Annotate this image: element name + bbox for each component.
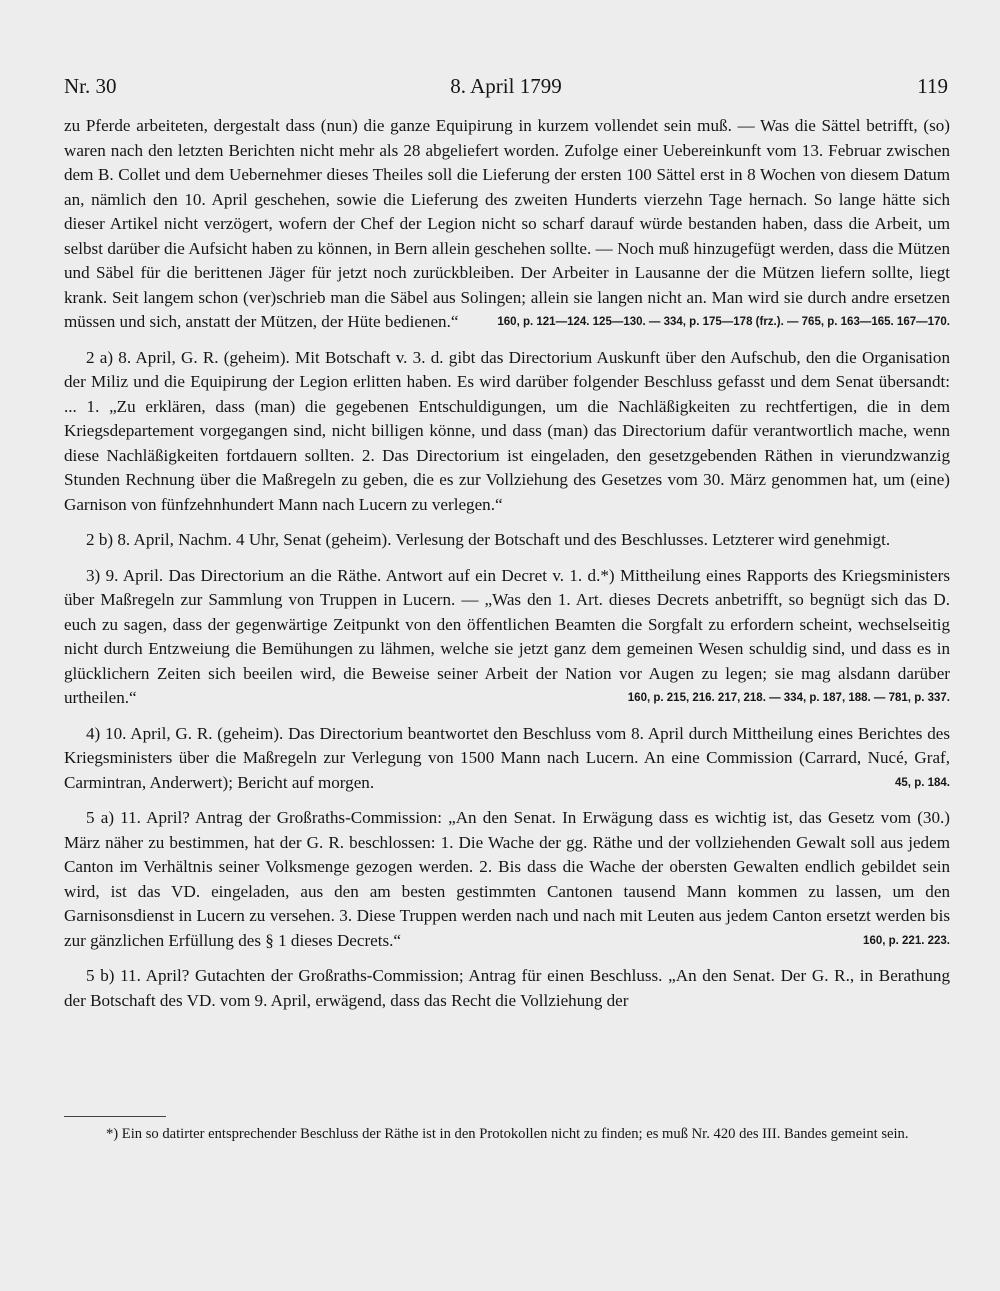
- paragraph-3: [64, 564, 950, 711]
- paragraph-text: 2 b) 8. April, Nachm. 4 Uhr, Senat (geheim). Verlesung der Botschaft und des Beschlusses. Letzterer wird genehmigt.: [86, 530, 891, 549]
- source-reference: 160, p. 215, 216. 217, 218. — 334, p. 187, 188. — 781, p. 337.: [627, 692, 950, 704]
- paragraph-text: zu Pferde arbeiteten, dergestalt dass (nun) die ganze Equipirung in kurzem vollendet sein muß. — Was die Sättel betrifft, (so) waren nach den letzten Berichten nicht mehr als 28 abgeliefert worden. Zufolge einer Uebereinkunft vom 13. Februar zwischen dem B. Collet und dem Uebernehmer dieses Theiles soll die Lieferung der ersten 100 Sättel erst in 8 Wochen von diesem Datum an, nämlich den 10. April geschehen, sowie die Lieferung des zweiten Hunderts vierzehn Tage hernach. So lange hätte sich dieser Artikel nicht verzögert, wofern der Chef der Legion nicht so scharf darauf würde bestanden haben, dass die Arbeit, um selbst darüber die Aufsicht haben zu können, in Bern allein geschehen sollte. — Noch muß hinzugefügt werden, dass die Mützen und Säbel für die berittenen Jäger für jetzt noch zurückbleiben. Der Arbeiter in Lausanne der die Mützen liefern sollte, liegt krank. Seit langem schon (ver)schrieb man die Säbel aus Solingen; allein sie langen nicht an. Man wird sie durch andre ersetzen müssen und sich, anstatt der Mützen, der Hüte bedienen.“: [64, 116, 950, 331]
- paragraph-text: 5 a) 11. April? Antrag der Großraths-Commission: „An den Senat. In Erwägung dass es wichtig ist, das Gesetz vom (30.) März näher zu bestimmen, hat der G. R. beschlossen: 1. Die Wache der gg. Räthe und der vollziehenden Gewalt soll aus jedem Canton im Verhältnis seiner Volksmenge gezogen werden. 2. Bis dass die Wache der obersten Gewalten endlich gebildet sein wird, ist das VD. eingeladen, aus den am besten gestimmten Cantonen tausend Mann kommen zu lassen, um den Garnisonsdienst in Lucern zu versehen. 3. Diese Truppen werden nach und nach mit Leuten aus jedem Canton ersetzt werden bis zur gänzlichen Erfüllung des § 1 dieses Decrets.“: [64, 808, 950, 950]
- paragraph-5b: [64, 964, 950, 1013]
- source-reference: 160, p. 121—124. 125—130. — 334, p. 175—178 (frz.). — 765, p. 163—165. 167—170.: [497, 316, 950, 328]
- header-date: 8. April 1799: [450, 74, 562, 98]
- source-reference: 45, p. 184.: [895, 776, 950, 789]
- paragraph-4: [64, 722, 950, 796]
- footnote-text: *) Ein so datirter entsprechender Beschluss der Räthe ist in den Protokollen nicht zu finden; es muß Nr. 420 des III. Bandes gemeint sein.: [106, 1126, 909, 1142]
- page-number: 119: [917, 74, 948, 98]
- paragraph-text: 3) 9. April. Das Directorium an die Räthe. Antwort auf ein Decret v. 1. d.*) Mittheilung eines Rapports des Kriegsministers über Maßregeln zur Sammlung von Truppen in Lucern. — „Was den 1. Art. dieses Decrets anbetrifft, so begnügt sich das D. euch zu sagen, dass der gegenwärtige Zeitpunkt von den öffentlichen Beamten die Sorgfalt zu erfordern scheint, wechselseitig nicht durch Entzweiung die Bemühungen zu lähmen, welche sie jetzt ganz dem gemeinen Wesen schuldig sind, und dass es in glücklichern Zeiten sich beeilen wird, die Beweise seiner Arbeit der Nation vor Augen zu legen; sie mag alsdann darüber urtheilen.“: [64, 565, 950, 707]
- footnote-divider: [64, 1116, 166, 1117]
- document-number: Nr. 30: [64, 74, 117, 98]
- footnote: [64, 1124, 950, 1145]
- page-header: [64, 74, 948, 102]
- paragraph-2b: [64, 528, 950, 553]
- source-reference: 160, p. 221. 223.: [863, 934, 950, 947]
- paragraph-2a: [64, 346, 950, 518]
- paragraph-text: 5 b) 11. April? Gutachten der Großraths-Commission; Antrag für einen Beschluss. „An den Senat. Der G. R., in Berathung der Botschaft des VD. vom 9. April, erwägend, dass das Recht die Vollziehung der: [64, 966, 950, 1010]
- paragraph-continuation: [64, 114, 950, 335]
- paragraph-5a: [64, 806, 950, 953]
- body-text: [64, 114, 950, 1024]
- paragraph-text: 2 a) 8. April, G. R. (geheim). Mit Botschaft v. 3. d. gibt das Directorium Auskunft über den Aufschub, den die Organisation der Miliz und die Equipirung der Legion erlitten haben. Es wird darüber folgender Beschluss gefasst und dem Senat übersandt: ... 1. „Zu erklären, dass (man) die gegebenen Entschuldigungen, um die Nachläßigkeiten zu rechtfertigen, die in dem Kriegsdepartement vorgegangen sind, nicht billigen könne, und dass (man) das Directorium dafür verantwortlich mache, wenn diese Nachläßigkeiten fortdauern sollten. 2. Das Directorium ist eingeladen, den gesetzgebenden Räthen in vierundzwanzig Stunden Rechnung über die Maßregeln zu geben, die es zur Vollziehung des Gesetzes vom 30. März genommen hat, um (eine) Garnison von fünfzehnhundert Mann nach Lucern zu verlegen.“: [64, 347, 950, 514]
- paragraph-text: 4) 10. April, G. R. (geheim). Das Directorium beantwortet den Beschluss vom 8. April durch Mittheilung eines Berichtes des Kriegsministers über die Maßregeln zur Verlegung von 1500 Mann nach Lucern. An eine Commission (Carrard, Nucé, Graf, Carmintran, Anderwert); Bericht auf morgen.: [64, 723, 950, 792]
